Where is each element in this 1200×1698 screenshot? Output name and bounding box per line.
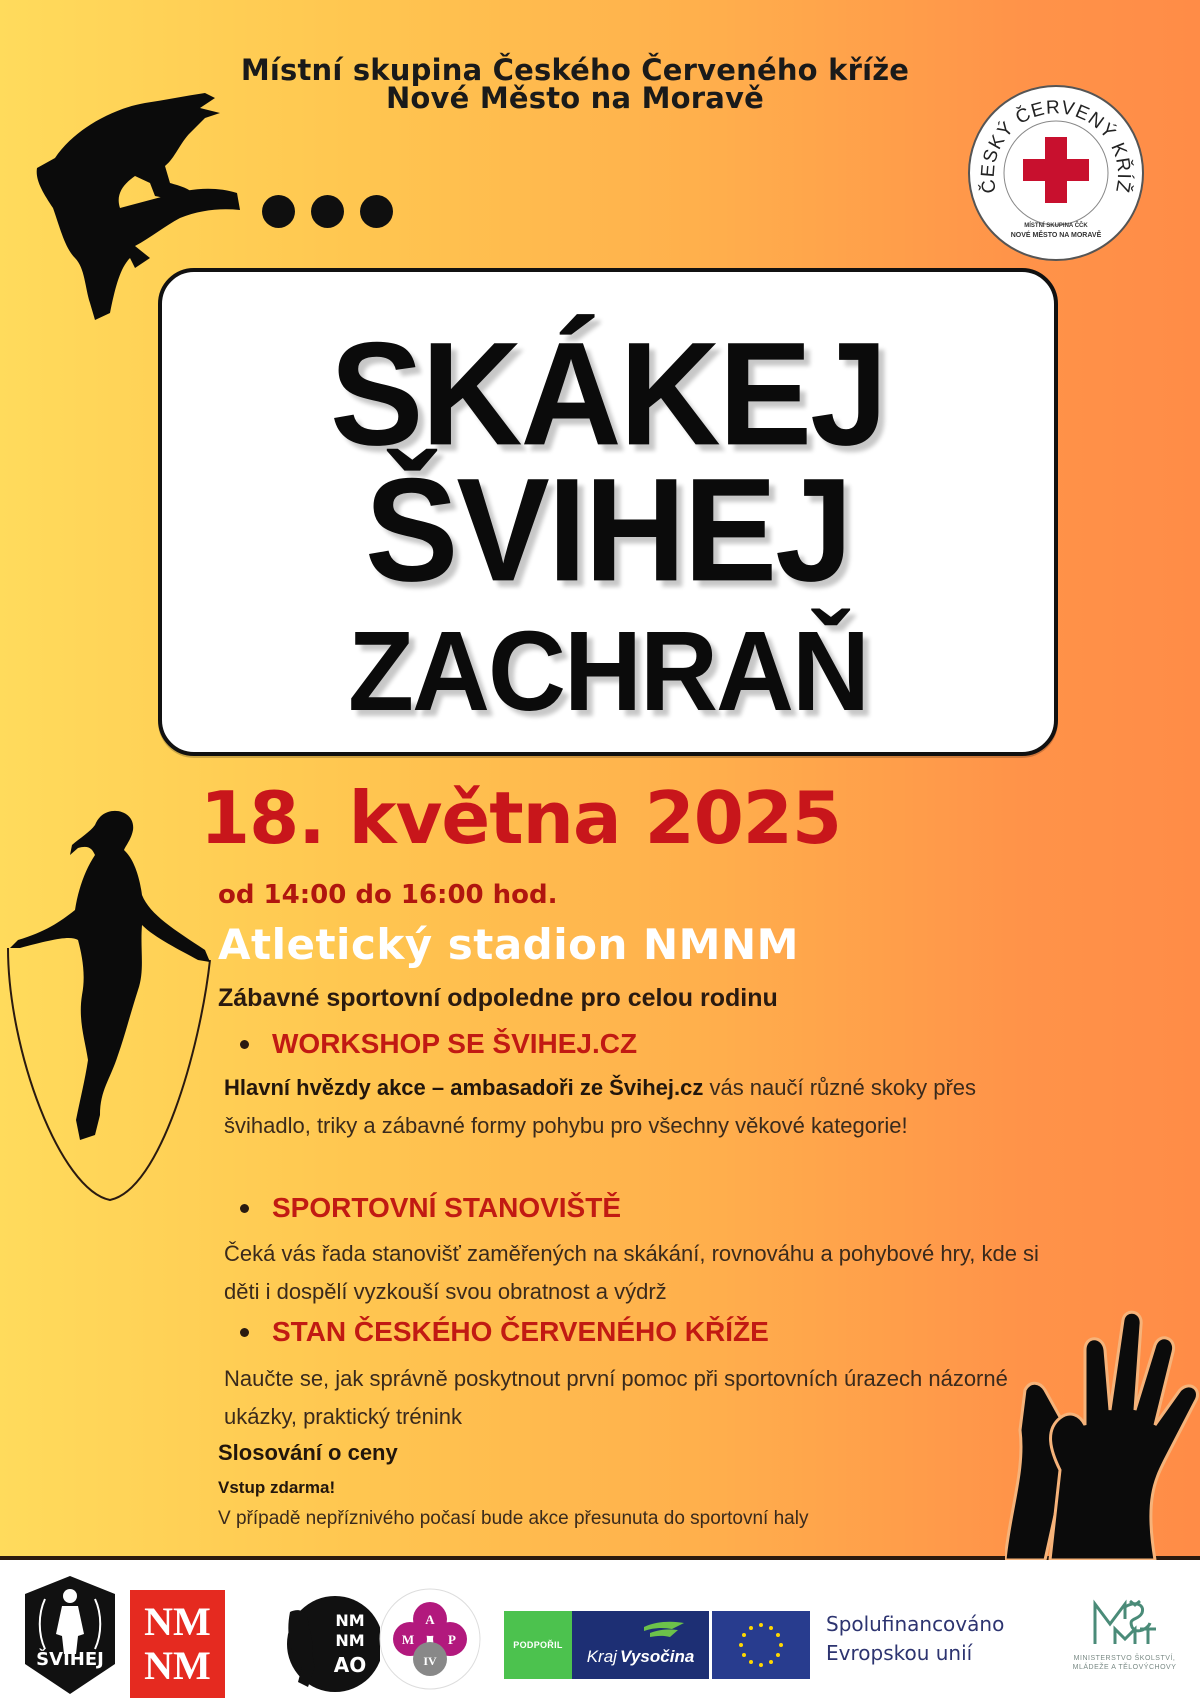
event-venue: Atletický stadion NMNM [218, 920, 799, 969]
event-date: 18. května 2025 [200, 776, 841, 860]
section-heading-text: SPORTOVNÍ STANOVIŠTĚ [272, 1192, 622, 1223]
organizer-line-2: Nové Město na Moravě [385, 81, 765, 115]
eu-flag-icon [712, 1611, 810, 1679]
raffle-text: Slosování o ceny [218, 1440, 398, 1465]
dot-icon [262, 195, 295, 228]
section-text-red-cross-tent: Naučte se, jak správně poskytnout první pomoc při sportovních úrazech názorné ukázky, praktický trénink [224, 1366, 1008, 1429]
section-body: vás naučí různé skoky přes švihadlo, triky a zábavné formy pohybu pro všechny věkové kategorie! [224, 1075, 977, 1138]
red-cross-icon [970, 87, 1142, 259]
svg-text:NOVÉ MĚSTO NA MORAVĚ: NOVÉ MĚSTO NA MORAVĚ [1010, 232, 1102, 239]
ellipsis-dots [262, 195, 393, 228]
svg-text:M: M [401, 1632, 415, 1647]
vysocina-wave-icon [642, 1619, 686, 1639]
sponsor-footer [0, 1564, 1200, 1698]
svg-text:AO: AO [333, 1653, 367, 1677]
nmnm-ao-logo [280, 1592, 380, 1696]
dot-icon [360, 195, 393, 228]
kraj-vysocina-logo [504, 1611, 709, 1679]
svg-text:MÍSTNÍ SKUPINA ČČK: MÍSTNÍ SKUPINA ČČK [1024, 223, 1088, 229]
organizer-line-1: Místní skupina Českého Červeného kříže [240, 53, 910, 87]
kraj-vysocina-name: Kraj Vysočina [572, 1611, 709, 1679]
eu-cofunded-text: Spolufinancováno Evropskou unií [826, 1612, 1005, 1665]
svg-text:NM: NM [335, 1611, 365, 1630]
dot-icon [311, 195, 344, 228]
cpr-hands-icon [1005, 1310, 1200, 1560]
nmnm-line-2: NM [144, 1643, 211, 1688]
svg-text:ČESKÝ ČERVENÝ KŘÍŽ: ČESKÝ ČERVENÝ KŘÍŽ [977, 97, 1135, 195]
weather-note: V případě nepříznivého počasí bude akce přesunuta do sportovní haly [218, 1508, 809, 1529]
section-text-stations: Čeká vás řada stanovišť zaměřených na skákání, rovnováhu a pohybové hry, kde si děti i dospělí vyzkouší svou obratnost a výdrž [224, 1241, 1039, 1304]
msmt-mark-icon [1090, 1599, 1160, 1649]
title-line-3: ZACHRAŇ [348, 606, 868, 734]
svg-text:P: P [448, 1632, 456, 1647]
section-heading-text: STAN ČESKÉHO ČERVENÉHO KŘÍŽE [272, 1316, 769, 1347]
msmt-line-1: MINISTERSTVO ŠKOLSTVÍ, [1073, 1655, 1176, 1662]
organizer-heading [150, 53, 1000, 115]
section-heading-red-cross-tent [240, 1316, 769, 1348]
svg-text:NM: NM [335, 1631, 365, 1650]
svg-text:A: A [425, 1612, 435, 1627]
section-heading-text: WORKSHOP SE ŠVIHEJ.CZ [272, 1028, 638, 1059]
free-entry-text: Vstup zdarma! [218, 1478, 336, 1497]
section-text-workshop [218, 1069, 1018, 1145]
bullet-icon [240, 1204, 249, 1213]
svihej-logo [20, 1574, 120, 1696]
nmnm-logo [130, 1590, 225, 1698]
section-bold-intro: Hlavní hvězdy akce – ambasadoři ze Švihej.cz [224, 1075, 704, 1100]
svg-text:IV: IV [423, 1654, 437, 1668]
title-box [158, 268, 1058, 756]
msmt-logo [1052, 1599, 1197, 1672]
msmt-line-2: MLÁDEŽE A TĚLOVÝCHOVY [1072, 1664, 1177, 1671]
title-line-2: ŠVIHEJ [365, 447, 851, 612]
section-heading-stations [240, 1192, 621, 1224]
map-iv-logo [375, 1584, 485, 1694]
section-heading-workshop [240, 1028, 637, 1060]
svg-text:ŠVIHEJ: ŠVIHEJ [36, 1649, 104, 1670]
red-cross-logo [968, 85, 1144, 261]
event-subtitle: Zábavné sportovní odpoledne pro celou rodinu [218, 984, 778, 1012]
nmnm-line-1: NM [144, 1599, 211, 1644]
title-line-1: SKÁKEJ [330, 311, 886, 476]
jump-rope-girl-icon [0, 790, 220, 1210]
supported-label: PODPOŘIL [504, 1611, 572, 1679]
bullet-icon [240, 1328, 249, 1337]
event-time: od 14:00 do 16:00 hod. [218, 880, 558, 910]
bullet-icon [240, 1040, 249, 1049]
